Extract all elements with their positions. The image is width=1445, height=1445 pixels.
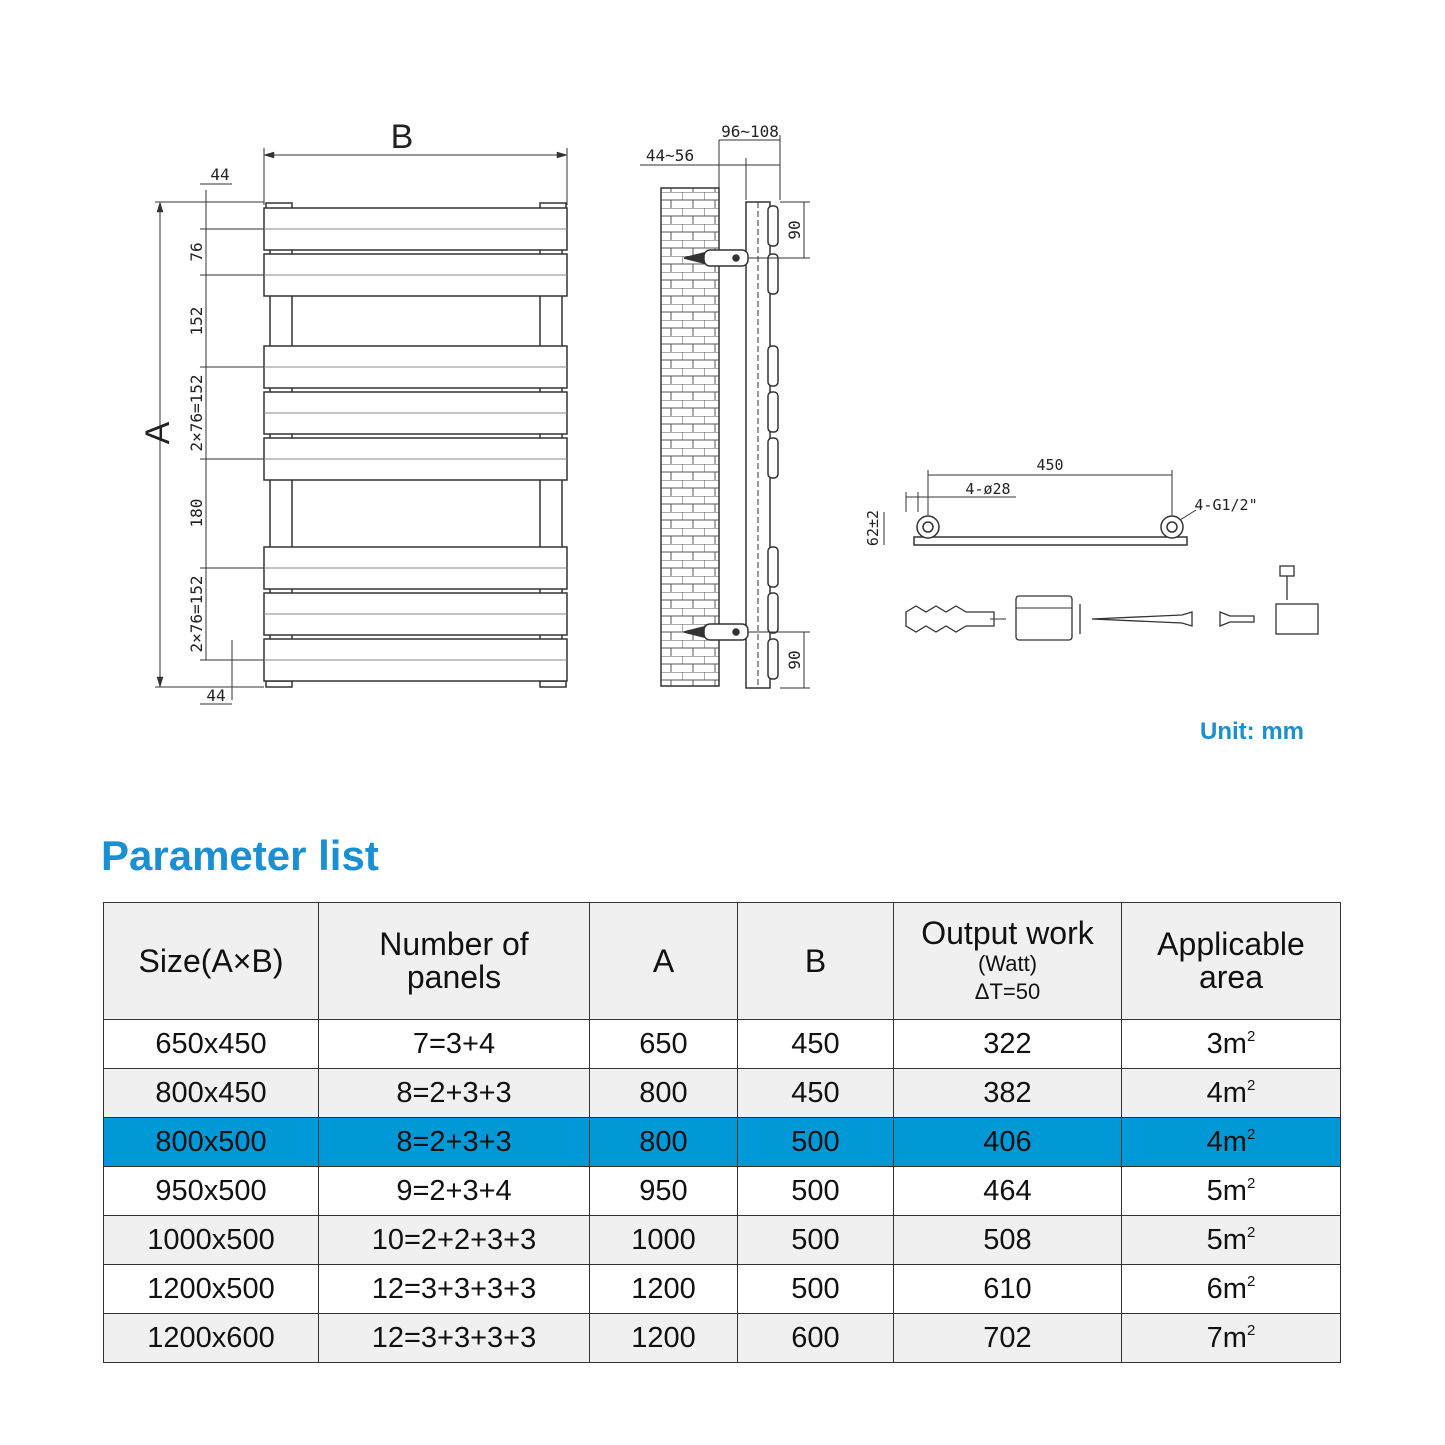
- cell-b: 450: [738, 1020, 894, 1069]
- bracket-detail: [884, 470, 1196, 545]
- mounting-fittings: [906, 566, 1318, 640]
- cell-output: 406: [894, 1118, 1122, 1167]
- header-b: B: [738, 903, 894, 1020]
- dim-a-label: A: [139, 421, 177, 445]
- cell-b: 500: [738, 1167, 894, 1216]
- cell-output: 464: [894, 1167, 1122, 1216]
- table-row: [104, 1069, 1341, 1118]
- cell-size: 1200x600: [104, 1314, 319, 1363]
- cell-output: 508: [894, 1216, 1122, 1265]
- header-output: Output work (Watt) ΔT=50: [894, 903, 1122, 1020]
- cell-panels: 10=2+2+3+3: [319, 1216, 590, 1265]
- cell-size: 1200x500: [104, 1265, 319, 1314]
- cell-a: 800: [590, 1118, 738, 1167]
- wall-plug-icon: [906, 606, 994, 632]
- table-row-highlighted: [104, 1118, 1341, 1167]
- parameter-list-title: Parameter list: [101, 832, 379, 879]
- cell-size: 950x500: [104, 1167, 319, 1216]
- header-panels: Number of panels: [319, 903, 590, 1020]
- table-header-row: [104, 903, 1341, 1020]
- cell-a: 1200: [590, 1265, 738, 1314]
- cell-output: 610: [894, 1265, 1122, 1314]
- cell-output: 702: [894, 1314, 1122, 1363]
- cell-panels: 8=2+3+3: [319, 1118, 590, 1167]
- cell-output: 322: [894, 1020, 1122, 1069]
- cell-size: 800x450: [104, 1069, 319, 1118]
- dim-bracket-height: 62±2: [864, 509, 882, 547]
- dim-gap-2: 180: [187, 498, 206, 528]
- cell-output: 382: [894, 1069, 1122, 1118]
- cell-a: 800: [590, 1069, 738, 1118]
- header-size: Size(A×B): [104, 903, 319, 1020]
- unit-note: Unit: mm: [1200, 718, 1304, 745]
- dim-wall-gap: 44~56: [645, 146, 695, 165]
- set-screw-icon: [1280, 566, 1294, 576]
- parameter-table: [103, 902, 1341, 1363]
- cell-area: $7m^2$: [1122, 1314, 1341, 1363]
- cell-panels: 8=2+3+3: [319, 1069, 590, 1118]
- front-view: [155, 148, 567, 704]
- cell-b: 500: [738, 1265, 894, 1314]
- cell-b: 500: [738, 1216, 894, 1265]
- dim-group-1: 2×76=152: [187, 374, 206, 452]
- cell-a: 950: [590, 1167, 738, 1216]
- cell-area: $4m^2$: [1122, 1118, 1341, 1167]
- dim-b-label: B: [390, 118, 414, 156]
- table-row: [104, 1314, 1341, 1363]
- cell-area: $3m^2$: [1122, 1020, 1341, 1069]
- cell-panels: 7=3+4: [319, 1020, 590, 1069]
- cell-size: 650x450: [104, 1020, 319, 1069]
- dim-bracket-span: 450: [1036, 456, 1064, 474]
- header-a: A: [590, 903, 738, 1020]
- cell-size: 1000x500: [104, 1216, 319, 1265]
- table-row: [104, 1216, 1341, 1265]
- cell-area: $5m^2$: [1122, 1216, 1341, 1265]
- cell-b: 500: [738, 1118, 894, 1167]
- dim-gap-1: 152: [187, 306, 206, 336]
- dim-holes: 4-ø28: [965, 480, 1011, 498]
- spacer-sleeve-icon: [1016, 596, 1072, 640]
- dim-group-2: 2×76=152: [187, 575, 206, 653]
- screw-icon: [1092, 612, 1192, 626]
- dim-top-bracket: 90: [785, 220, 804, 240]
- cell-a: 650: [590, 1020, 738, 1069]
- dim-depth: 96~108: [721, 122, 779, 141]
- header-area: Applicable area: [1122, 903, 1341, 1020]
- table-row: [104, 1167, 1341, 1216]
- dim-bottom-bracket: 90: [785, 650, 804, 670]
- side-view: [640, 135, 810, 688]
- dim-bottom-offset: 44: [206, 686, 226, 705]
- cell-area: $6m^2$: [1122, 1265, 1341, 1314]
- dim-top-offset: 44: [210, 165, 230, 184]
- cell-size: 800x500: [104, 1118, 319, 1167]
- cap-nut-icon: [1276, 604, 1318, 634]
- cell-a: 1200: [590, 1314, 738, 1363]
- cell-b: 600: [738, 1314, 894, 1363]
- dim-panel-pitch: 76: [187, 242, 206, 262]
- table-row: [104, 1265, 1341, 1314]
- bolt-icon: [1220, 612, 1254, 626]
- table-row: [104, 1020, 1341, 1069]
- cell-b: 450: [738, 1069, 894, 1118]
- cell-a: 1000: [590, 1216, 738, 1265]
- dim-thread: 4-G1/2": [1194, 496, 1258, 514]
- cell-area: $5m^2$: [1122, 1167, 1341, 1216]
- cell-area: $4m^2$: [1122, 1069, 1341, 1118]
- cell-panels: 9=2+3+4: [319, 1167, 590, 1216]
- cell-panels: 12=3+3+3+3: [319, 1314, 590, 1363]
- cell-panels: 12=3+3+3+3: [319, 1265, 590, 1314]
